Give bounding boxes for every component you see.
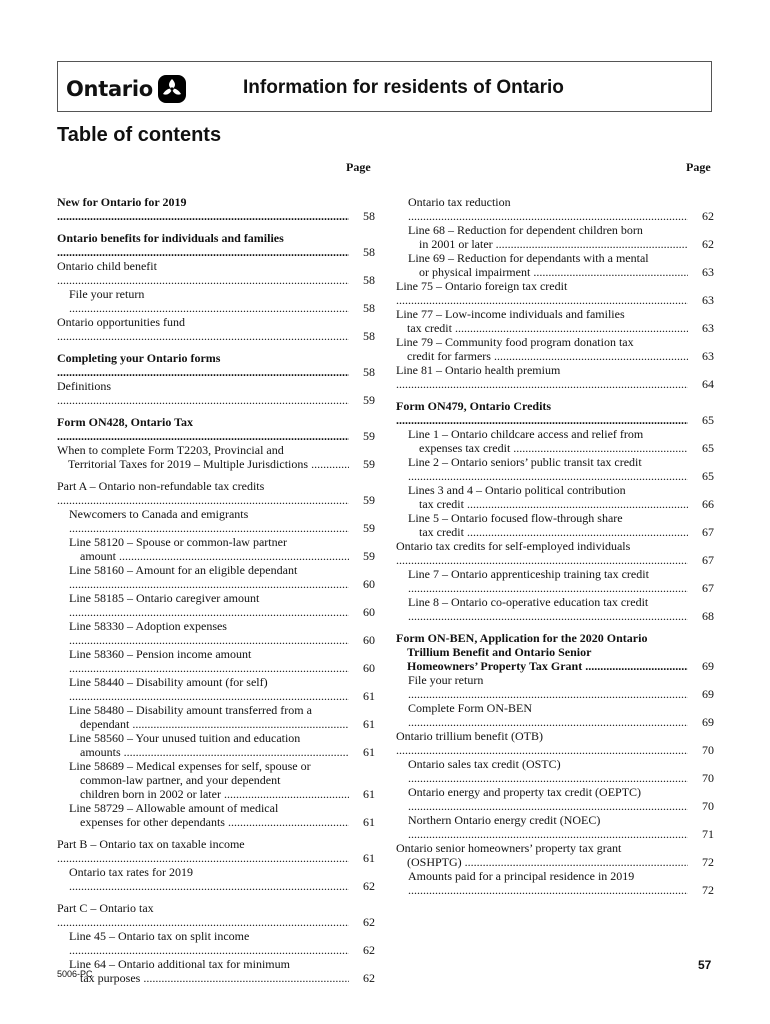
toc-entry	[396, 813, 714, 841]
toc-entry-line: Ontario tax rates for 2019	[69, 865, 193, 879]
toc-entry-title	[57, 675, 349, 703]
toc-entry-line: Line 5 – Ontario focused flow-through share	[408, 511, 623, 525]
toc-entry	[396, 567, 714, 595]
toc-entry-line: expenses for other dependants .....	[69, 815, 349, 829]
page-column-label-right: Page	[686, 160, 711, 174]
toc-entry-page: 66	[702, 497, 714, 511]
toc-entry-line: (OSHPTG) .....	[396, 855, 688, 869]
toc-entry-page: 68	[702, 609, 714, 623]
toc-entry-title	[396, 869, 688, 897]
toc-entry-title	[57, 591, 349, 619]
toc-entry-line: credit for farmers .....	[396, 349, 688, 363]
toc-entry-line: tax credit .....	[408, 525, 688, 539]
toc-entry-line: Line 58360 – Pension income amount	[69, 647, 252, 661]
toc-entry-line: Line 64 – Ontario additional tax for minimum	[69, 957, 290, 971]
toc-entry	[396, 427, 714, 455]
toc-entry-line: expenses tax credit .....	[408, 441, 688, 455]
toc-entry-page: 59	[363, 549, 375, 563]
toc-entry-line: Complete Form ON-BEN	[408, 701, 532, 715]
header-title: Information for residents of Ontario	[243, 77, 564, 98]
toc-entry	[396, 335, 714, 363]
toc-entry-title	[396, 841, 688, 869]
toc-entry-title	[396, 223, 688, 251]
toc-entry-page: 59	[363, 457, 375, 471]
toc-entry-title	[396, 427, 688, 455]
toc-entry-page: 72	[702, 855, 714, 869]
toc-entry	[396, 729, 714, 757]
toc-entry-line: Ontario benefits for individuals and families	[57, 231, 284, 245]
toc-entry	[57, 647, 375, 675]
toc-entry	[396, 757, 714, 785]
toc-entry-title	[57, 443, 349, 471]
toc-entry-page: 58	[363, 245, 375, 259]
toc-entry-title	[57, 957, 349, 985]
toc-entry-line: Part C – Ontario tax	[57, 901, 154, 915]
toc-entry-line: tax credit .....	[396, 321, 688, 335]
toc-entry-title	[57, 287, 349, 315]
toc-entry	[396, 869, 714, 897]
toc-entry-title	[396, 335, 688, 363]
toc-entry-line: Definitions	[57, 379, 111, 393]
toc-entry	[396, 251, 714, 279]
toc-entry-title	[396, 567, 688, 595]
toc-entry	[57, 535, 375, 563]
toc-entry-title	[57, 647, 349, 675]
toc-right-column	[396, 195, 714, 897]
toc-entry-line: Form ON428, Ontario Tax	[57, 415, 194, 429]
toc-entry-page: 62	[702, 237, 714, 251]
toc-entry-line: When to complete Form T2203, Provincial and	[57, 443, 284, 457]
toc-entry	[57, 507, 375, 535]
toc-entry	[57, 231, 375, 259]
toc-entry-title	[396, 757, 688, 785]
toc-entry-page: 67	[702, 553, 714, 567]
toc-entry	[57, 901, 375, 929]
toc-entry-page: 61	[363, 717, 375, 731]
toc-entry-title	[396, 363, 688, 391]
toc-entry-title	[396, 539, 688, 567]
toc-entry-line: Line 58185 – Ontario caregiver amount	[69, 591, 260, 605]
toc-entry	[57, 287, 375, 315]
toc-entry-line: Ontario sales tax credit (OSTC)	[408, 757, 561, 771]
toc-entry-line: children born in 2002 or later .....	[69, 787, 349, 801]
toc-entry-title	[396, 785, 688, 813]
toc-entry-title	[57, 801, 349, 829]
toc-entry	[396, 595, 714, 623]
toc-entry-page: 63	[702, 321, 714, 335]
toc-entry-page: 70	[702, 743, 714, 757]
page-column-label-left: Page	[346, 160, 371, 174]
toc-entry-title	[396, 279, 688, 307]
toc-entry-page: 61	[363, 851, 375, 865]
toc-entry-line: File your return	[69, 287, 145, 301]
toc-entry-title	[396, 399, 688, 427]
toc-entry-title	[396, 251, 688, 279]
toc-entry-page: 65	[702, 469, 714, 483]
toc-entry	[396, 631, 714, 673]
toc-entry-page: 65	[702, 441, 714, 455]
toc-entry-page: 62	[363, 915, 375, 929]
toc-entry-line: Form ON479, Ontario Credits	[396, 399, 552, 413]
trillium-icon	[157, 74, 187, 104]
toc-entry-page: 59	[363, 393, 375, 407]
toc-entry	[57, 415, 375, 443]
toc-entry	[396, 483, 714, 511]
toc-entry-page: 69	[702, 715, 714, 729]
toc-entry-title	[396, 511, 688, 539]
toc-entry-page: 60	[363, 661, 375, 675]
toc-entry-title	[396, 701, 688, 729]
toc-entry-line: Ontario opportunities fund	[57, 315, 185, 329]
toc-entry-line: dependant .....	[69, 717, 349, 731]
toc-entry-page: 63	[702, 265, 714, 279]
toc-entry-title	[57, 535, 349, 563]
toc-entry	[396, 307, 714, 335]
toc-entry-title	[57, 929, 349, 957]
form-code: 5006-PC	[57, 969, 93, 979]
toc-entry-page: 67	[702, 525, 714, 539]
toc-entry-line: Ontario tax credits for self-employed individuals	[396, 539, 631, 553]
toc-entry-page: 62	[363, 879, 375, 893]
toc-entry-line: Line 58160 – Amount for an eligible dependant	[69, 563, 298, 577]
ontario-logo	[66, 74, 187, 104]
toc-entry-page: 63	[702, 293, 714, 307]
toc-entry-page: 59	[363, 429, 375, 443]
toc-entry-title	[396, 483, 688, 511]
toc-entry-line: Completing your Ontario forms	[57, 351, 221, 365]
toc-entry-line: New for Ontario for 2019	[57, 195, 187, 209]
toc-entry-page: 69	[702, 687, 714, 701]
toc-entry-line: Line 68 – Reduction for dependent children born	[408, 223, 643, 237]
toc-entry-title	[396, 673, 688, 701]
toc-entry-title	[396, 813, 688, 841]
toc-entry-line: Ontario child benefit	[57, 259, 157, 273]
toc-entry-line: Ontario tax reduction	[408, 195, 511, 209]
toc-entry-line: Line 79 – Community food program donation tax	[396, 335, 634, 349]
toc-entry-line: Line 75 – Ontario foreign tax credit	[396, 279, 568, 293]
toc-entry-line: Line 8 – Ontario co-operative education tax credit	[408, 595, 649, 609]
toc-entry	[57, 957, 375, 985]
toc-entry-page: 70	[702, 771, 714, 785]
toc-entry	[57, 315, 375, 343]
toc-entry	[57, 865, 375, 893]
toc-entry-page: 58	[363, 329, 375, 343]
toc-entry-page: 62	[702, 209, 714, 223]
toc-entry	[57, 837, 375, 865]
toc-entry-page: 59	[363, 493, 375, 507]
toc-entry-line: Line 77 – Low-income individuals and families	[396, 307, 625, 321]
toc-entry-line: Part A – Ontario non-refundable tax credits	[57, 479, 265, 493]
toc-entry	[57, 443, 375, 471]
toc-entry-line: Territorial Taxes for 2019 – Multiple Jurisdictions .....	[57, 457, 349, 471]
toc-entry-title	[396, 307, 688, 335]
toc-entry-title	[57, 901, 349, 929]
toc-entry-title	[396, 729, 688, 757]
toc-entry-title	[57, 619, 349, 647]
toc-entry-page: 59	[363, 521, 375, 535]
toc-entry-page: 72	[702, 883, 714, 897]
toc-entry-title	[57, 731, 349, 759]
toc-entry	[57, 759, 375, 801]
toc-entry-title	[57, 315, 349, 343]
toc-entry-line: Lines 3 and 4 – Ontario political contribution	[408, 483, 626, 497]
toc-entry-line: Newcomers to Canada and emigrants	[69, 507, 249, 521]
toc-entry-title	[396, 631, 688, 673]
toc-entry-line: Line 7 – Ontario apprenticeship training tax credit	[408, 567, 649, 581]
toc-entry-page: 64	[702, 377, 714, 391]
toc-entry-title	[57, 759, 349, 801]
toc-entry-line: amount .....	[69, 549, 349, 563]
toc-entry-line: Line 58480 – Disability amount transferred from a	[69, 703, 312, 717]
toc-entry-line: tax purposes .....	[69, 971, 349, 985]
toc-entry	[57, 929, 375, 957]
toc-entry	[57, 195, 375, 223]
toc-entry-line: Line 1 – Ontario childcare access and relief from	[408, 427, 644, 441]
toc-entry-page: 58	[363, 209, 375, 223]
toc-entry	[396, 511, 714, 539]
toc-entry-title	[396, 455, 688, 483]
toc-entry	[396, 673, 714, 701]
toc-entry-line: Line 58330 – Adoption expenses	[69, 619, 227, 633]
toc-entry-line: Amounts paid for a principal residence in 2019	[408, 869, 635, 883]
toc-left-column	[57, 195, 375, 985]
toc-entry	[57, 379, 375, 407]
toc-entry	[396, 279, 714, 307]
toc-entry-line: Northern Ontario energy credit (NOEC)	[408, 813, 601, 827]
toc-entry-line: tax credit .....	[408, 497, 688, 511]
toc-entry-line: Line 58560 – Your unused tuition and education	[69, 731, 301, 745]
toc-entry	[57, 731, 375, 759]
toc-entry	[396, 539, 714, 567]
toc-entry	[396, 363, 714, 391]
toc-entry-title	[57, 415, 349, 443]
toc-entry-line: Ontario senior homeowners’ property tax grant	[396, 841, 622, 855]
toc-entry-page: 58	[363, 273, 375, 287]
logo-wordmark: Ontario	[66, 77, 153, 101]
toc-entry-page: 67	[702, 581, 714, 595]
toc-entry	[57, 259, 375, 287]
toc-entry-line: Line 58440 – Disability amount (for self)	[69, 675, 268, 689]
toc-entry-line: Ontario trillium benefit (OTB)	[396, 729, 543, 743]
toc-entry-title	[57, 195, 349, 223]
toc-entry-title	[57, 563, 349, 591]
toc-entry-line: Homeowners’ Property Tax Grant .....	[396, 659, 688, 673]
toc-entry	[57, 479, 375, 507]
toc-entry-page: 71	[702, 827, 714, 841]
toc-entry	[57, 703, 375, 731]
toc-title: Table of contents	[57, 124, 222, 146]
toc-entry-page: 60	[363, 577, 375, 591]
toc-entry-page: 69	[702, 659, 714, 673]
toc-entry	[57, 675, 375, 703]
toc-entry-title	[57, 259, 349, 287]
toc-entry-line: Line 81 – Ontario health premium	[396, 363, 561, 377]
toc-entry-line: common-law partner, and your dependent	[80, 773, 281, 787]
toc-entry-page: 63	[702, 349, 714, 363]
page-number: 57	[698, 958, 712, 972]
toc-entry-line: File your return	[408, 673, 484, 687]
toc-entry-page: 61	[363, 787, 375, 801]
toc-entry	[396, 195, 714, 223]
toc-entry-title	[57, 379, 349, 407]
toc-entry-page: 62	[363, 971, 375, 985]
toc-entry-page: 65	[702, 413, 714, 427]
toc-entry-title	[396, 195, 688, 223]
toc-entry-page: 60	[363, 605, 375, 619]
toc-entry	[396, 785, 714, 813]
toc-entry-page: 58	[363, 301, 375, 315]
toc-entry-page: 61	[363, 815, 375, 829]
toc-entry-title	[57, 351, 349, 379]
toc-entry	[57, 801, 375, 829]
toc-entry	[396, 399, 714, 427]
toc-entry-line: Line 58729 – Allowable amount of medical	[69, 801, 279, 815]
toc-entry-line: Line 58689 – Medical expenses for self, spouse or	[69, 759, 311, 773]
toc-entry-line: Part B – Ontario tax on taxable income	[57, 837, 245, 851]
toc-entry-page: 70	[702, 799, 714, 813]
toc-entry-title	[57, 703, 349, 731]
toc-entry-line: in 2001 or later .....	[408, 237, 688, 251]
toc-entry-line: Line 58120 – Spouse or common-law partner	[69, 535, 287, 549]
toc-entry-line: amounts .....	[69, 745, 349, 759]
toc-entry-page: 61	[363, 689, 375, 703]
toc-entry-line: Line 45 – Ontario tax on split income	[69, 929, 250, 943]
toc-entry-title	[396, 595, 688, 623]
toc-entry-line: or physical impairment .....	[408, 265, 688, 279]
toc-entry-page: 61	[363, 745, 375, 759]
toc-entry-page: 62	[363, 943, 375, 957]
toc-entry	[57, 351, 375, 379]
header-box	[57, 61, 712, 112]
toc-entry-title	[57, 479, 349, 507]
toc-entry-line: Trillium Benefit and Ontario Senior	[407, 645, 592, 659]
toc-entry	[396, 701, 714, 729]
toc-entry-title	[57, 865, 349, 893]
toc-entry	[57, 619, 375, 647]
toc-entry-page: 58	[363, 365, 375, 379]
toc-entry-page: 60	[363, 633, 375, 647]
toc-entry-line: Ontario energy and property tax credit (OEPTC)	[408, 785, 642, 799]
toc-entry-line: Line 69 – Reduction for dependants with a mental	[408, 251, 649, 265]
toc-entry-line: Line 2 – Ontario seniors’ public transit tax credit	[408, 455, 642, 469]
toc-entry-title	[57, 231, 349, 259]
toc-entry	[396, 841, 714, 869]
toc-entry-title	[57, 507, 349, 535]
toc-entry	[57, 563, 375, 591]
toc-entry-line: Form ON-BEN, Application for the 2020 Ontario	[396, 631, 648, 645]
toc-entry	[396, 455, 714, 483]
toc-entry	[57, 591, 375, 619]
toc-entry-title	[57, 837, 349, 865]
toc-entry	[396, 223, 714, 251]
